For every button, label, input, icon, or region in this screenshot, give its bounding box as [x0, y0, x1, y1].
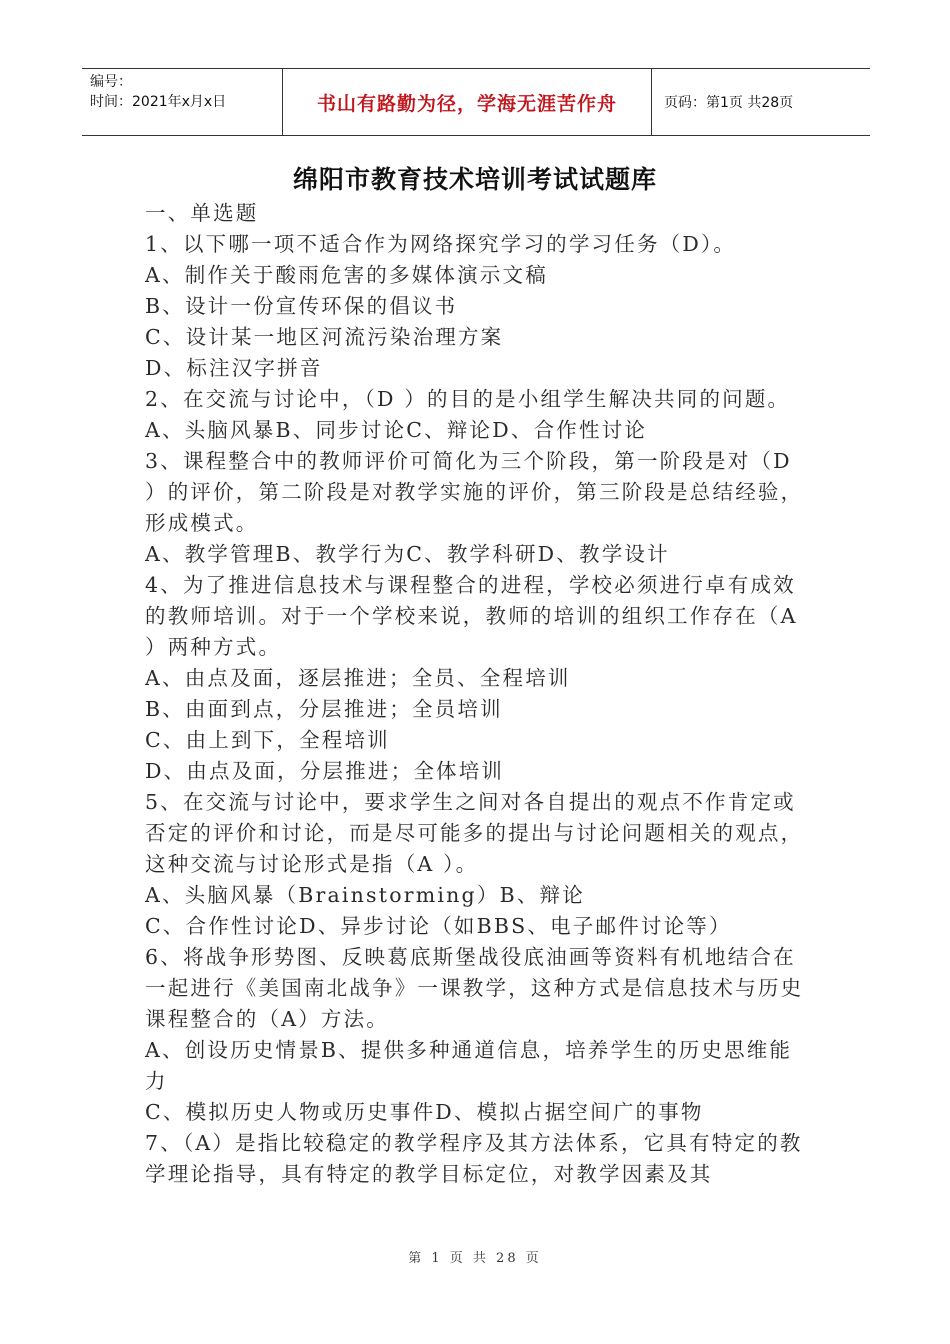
motto: 书山有路勤为径，学海无涯苦作舟 — [282, 69, 652, 135]
option-line: C、由上到下，全程培训 — [145, 728, 390, 752]
question-5: 5、在交流与讨论中，要求学生之间对各自提出的观点不作肯定或否定的评价和讨论，而是尽可能多的提出与讨论问题相关的观点，这种交流与讨论形式是指（A ）。 — [145, 790, 804, 876]
question-4: 4、为了推进信息技术与课程整合的进程，学校必须进行卓有成效的教师培训。对于一个学校来说，教师的培训的组织工作存在（A ）两种方式。 — [145, 573, 798, 659]
document-title: 绵阳市教育技术培训考试试题库 — [292, 165, 657, 194]
time-label: 时间：2021年x月x日 — [90, 94, 227, 110]
header-left-cell — [82, 69, 282, 135]
page-footer: 第 1 页 共 28 页 — [408, 1251, 542, 1266]
option-line: C、设计某一地区河流污染治理方案 — [145, 325, 504, 349]
option-line: A、头脑风暴（Brainstorming）B、辩论 — [145, 883, 585, 907]
option-line: A、教学管理B、教学行为C、教学科研D、教学设计 — [145, 542, 670, 566]
question-2: 2、在交流与讨论中，（D ）的目的是小组学生解决共同的问题。 — [145, 387, 791, 411]
option-line: A、创设历史情景B、提供多种通道信息，培养学生的历史思维能力 — [145, 1038, 793, 1093]
document-body — [145, 198, 810, 1190]
header-table — [82, 68, 870, 136]
section-heading: 一、单选题 — [145, 201, 259, 225]
question-7: 7、（A）是指比较稳定的教学程序及其方法体系，它具有特定的教学理论指导，具有特定的教学目标定位，对教学因素及其 — [145, 1131, 803, 1186]
option-line: A、由点及面，逐层推进；全员、全程培训 — [145, 666, 571, 690]
question-3: 3、课程整合中的教师评价可简化为三个阶段，第一阶段是对（D ）的评价，第二阶段是对教学实施的评价，第三阶段是总结经验，形成模式。 — [145, 449, 804, 535]
option-line: D、由点及面，分层推进；全体培训 — [145, 759, 505, 783]
option-line: B、设计一份宣传环保的倡议书 — [145, 294, 458, 318]
page-info: 页码：第1页 共28页 — [664, 95, 794, 111]
code-label: 编号： — [90, 74, 132, 90]
option-line: D、标注汉字拼音 — [145, 356, 323, 380]
option-line: A、制作关于酸雨危害的多媒体演示文稿 — [145, 263, 548, 287]
question-1: 1、以下哪一项不适合作为网络探究学习的学习任务（D）。 — [145, 232, 737, 256]
question-6: 6、将战争形势图、反映葛底斯堡战役底油画等资料有机地结合在一起进行《美国南北战争》一课教学，这种方式是信息技术与历史课程整合的（A）方法。 — [145, 945, 804, 1031]
option-line: C、合作性讨论D、异步讨论（如BBS、电子邮件讨论等） — [145, 914, 732, 938]
option-line: C、模拟历史人物或历史事件D、模拟占据空间广的事物 — [145, 1100, 704, 1124]
option-line: A、头脑风暴B、同步讨论C、辩论D、合作性讨论 — [145, 418, 648, 442]
option-line: B、由面到点，分层推进；全员培训 — [145, 697, 503, 721]
